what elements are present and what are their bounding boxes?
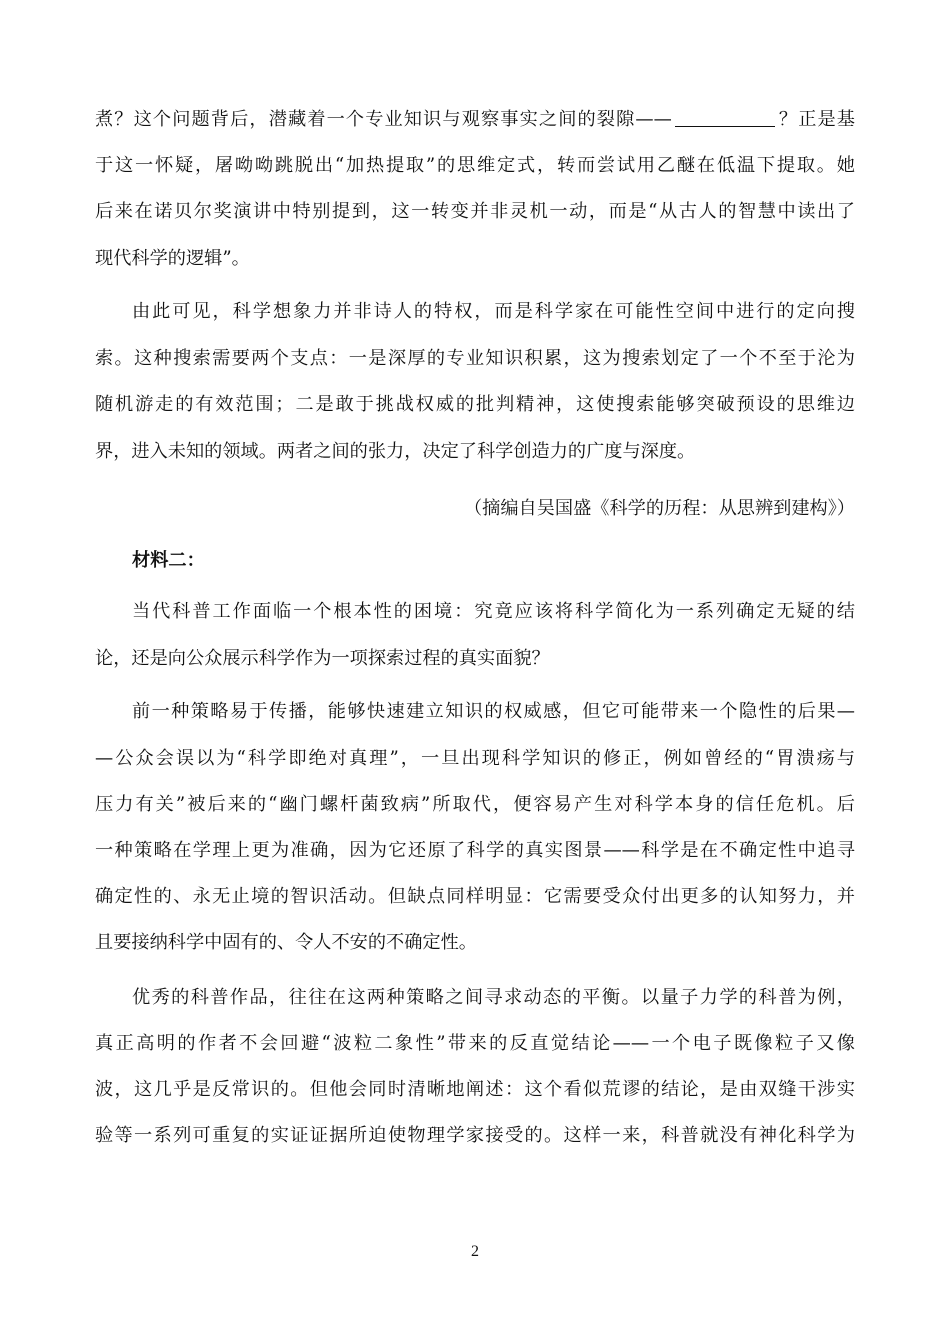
para4-line3: 压力有关”被后来的“幽门螺杆菌致病”所取代，便容易产生对科学本身的信任危机。后 — [95, 794, 855, 815]
para1-line4: 现代科学的逻辑”。 — [95, 248, 250, 269]
para3-line1: 当代科普工作面临一个根本性的困境：究竟应该将科学简化为一系列确定无疑的结 — [132, 601, 855, 622]
para2-line3: 随机游走的有效范围；二是敢于挑战权威的批判精神，这使搜索能够突破预设的思维边 — [95, 394, 855, 415]
para1-line1-tail: ？正是基 — [777, 109, 855, 130]
source-citation: （摘编自吴国盛《科学的历程：从思辨到建构》） — [463, 498, 855, 519]
para1-line2: 于这一怀疑，屠呦呦跳脱出“加热提取”的思维定式，转而尝试用乙醚在低温下提取。她 — [95, 155, 855, 176]
para1-line1-text: 煮？这个问题背后，潜藏着一个专业知识与观察事实之间的裂隙—— — [95, 109, 672, 130]
para5-line3: 波，这几乎是反常识的。但他会同时清晰地阐述：这个看似荒谬的结论，是由双缝干涉实 — [95, 1079, 855, 1100]
para1-line1 — [95, 105, 855, 135]
para2-line4: 界，进入未知的领域。两者之间的张力，决定了科学创造力的广度与深度。 — [95, 441, 696, 462]
para3-line2: 论，还是向公众展示科学作为一项探索过程的真实面貌？ — [95, 648, 550, 669]
para5-line2: 真正高明的作者不会回避“波粒二象性”带来的反直觉结论——一个电子既像粒子又像 — [95, 1033, 855, 1054]
para4-line1: 前一种策略易于传播，能够快速建立知识的权威感，但它可能带来一个隐性的后果— — [132, 701, 855, 722]
para2-line2: 索。这种搜索需要两个支点：一是深厚的专业知识积累，这为搜索划定了一个不至于沦为 — [95, 348, 855, 369]
material2-heading: 材料二： — [132, 550, 205, 571]
para4-line5: 确定性的、永无止境的智识活动。但缺点同样明显：它需要受众付出更多的认知努力，并 — [95, 886, 855, 907]
page-number: 2 — [471, 1243, 479, 1260]
para2-line1: 由此可见，科学想象力并非诗人的特权，而是科学家在可能性空间中进行的定向搜 — [132, 301, 855, 322]
para4-line2: —公众会误以为“科学即绝对真理”，一旦出现科学知识的修正，例如曾经的“胃溃疡与 — [95, 748, 855, 769]
para1-line3: 后来在诺贝尔奖演讲中特别提到，这一转变并非灵机一动，而是“从古人的智慧中读出了 — [95, 201, 855, 222]
para4-line4: 一种策略在学理上更为准确，因为它还原了科学的真实图景——科学是在不确定性中追寻 — [95, 840, 855, 861]
para5-line1: 优秀的科普作品，往往在这两种策略之间寻求动态的平衡。以量子力学的科普为例， — [132, 987, 855, 1008]
para4-line6: 且要接纳科学中固有的、令人不安的不确定性。 — [95, 932, 477, 953]
para5-line4: 验等一系列可重复的实证证据所迫使物理学家接受的。这样一来，科普就没有神化科学为 — [95, 1125, 855, 1146]
fill-in-blank — [675, 108, 775, 127]
